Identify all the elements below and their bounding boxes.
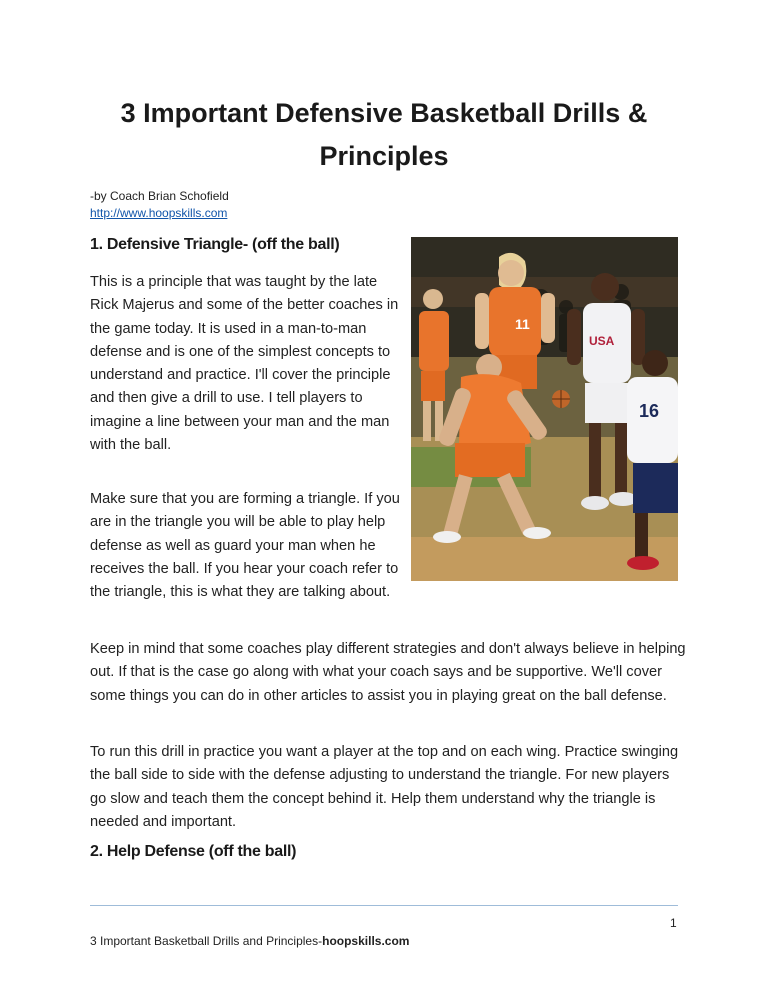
paragraph-3: Keep in mind that some coaches play different strategies and don't always believe in helping out. If that is the case go along with what your coach says and be supportive. We'll cover some things you can do in other articles to assist you in playing great on the ball defense. [90, 641, 686, 704]
jersey-number-11: 11 [515, 316, 530, 332]
jersey-number-16: 16 [639, 401, 660, 421]
footer-brand: hoopskills.com [322, 934, 410, 948]
footer-divider [90, 905, 678, 906]
jersey-usa: USA [589, 334, 615, 348]
footer-title: 3 Important Basketball Drills and Principles- [90, 934, 323, 948]
paragraph-4: To run this drill in practice you want a player at the top and on each wing. Practice swinging the ball side to side with the defense adjusting to understand the triangle. For new players go slow and teach them the concept behind it. Help them understand why the triangle is needed and important. [90, 744, 679, 830]
page-number: 1 [670, 916, 677, 930]
paragraph-1: This is a principle that was taught by the late Rick Majerus and some of the better coaches in the game today. It is used in a man-to-man defense and is one of the simplest concepts to understand and practice. I'll cover the principle and then give a drill to use. I tell players to imagine a line between your man and the man with the ball. [90, 274, 399, 454]
basketball-photo [411, 237, 678, 581]
page-title: 3 Important Defensive Basketball Drills & Principles [120, 98, 648, 171]
author-line: -by Coach Brian Schofield [90, 189, 229, 203]
section-2-heading: 2. Help Defense (off the ball) [90, 843, 297, 860]
paragraph-2: Make sure that you are forming a triangle. If you are in the triangle you will be able to play help defense as well as guard your man when he receives the ball. If you hear your coach refer to the triangle, this is what they are talking about. [90, 491, 400, 601]
website-link[interactable]: http://www.hoopskills.com [90, 206, 228, 220]
byline [90, 188, 229, 222]
section-1-heading: 1. Defensive Triangle- (off the ball) [90, 236, 340, 253]
footer-text [90, 934, 409, 948]
